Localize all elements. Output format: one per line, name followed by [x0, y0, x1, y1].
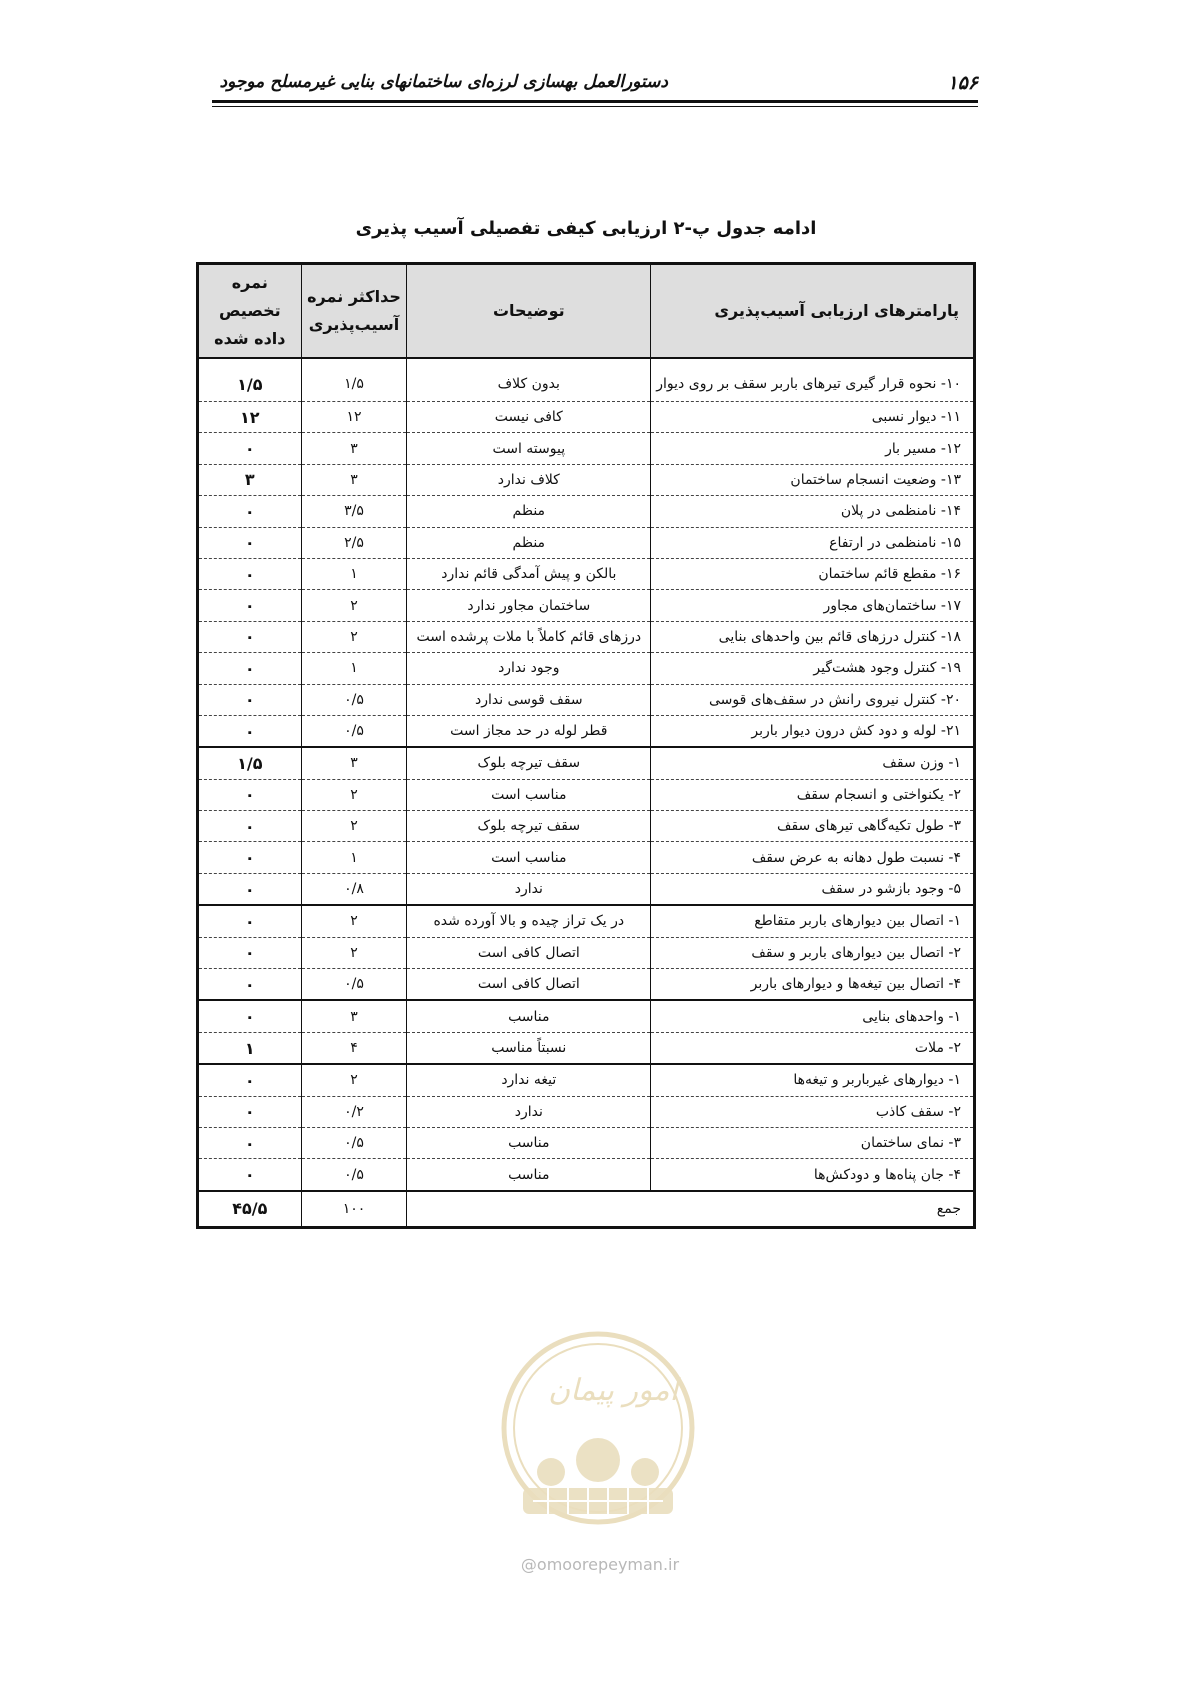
table-row	[198, 1000, 975, 1032]
assigned-score-cell: ۰	[198, 1159, 302, 1191]
header-max-line2: آسیب‌پذیری	[308, 315, 400, 334]
watermark-url: @omoorepeyman.ir	[520, 1555, 680, 1574]
description-cell: منظم	[407, 496, 651, 527]
table-row	[198, 1096, 975, 1127]
table-row	[198, 527, 975, 558]
param-cell: ۱۱- دیوار نسبی	[651, 402, 975, 433]
description-cell: اتصال کافی است	[407, 937, 651, 968]
param-cell: ۱- دیوارهای غیرباربر و تیغه‌ها	[651, 1064, 975, 1096]
param-cell: ۴- نسبت طول دهانه به عرض سقف	[651, 842, 975, 873]
description-cell: اتصال کافی است	[407, 969, 651, 1001]
total-row	[198, 1191, 975, 1228]
assigned-score-cell: ۱۲	[198, 402, 302, 433]
header-score-line1: نمره	[231, 273, 268, 292]
param-cell: ۲- سقف کاذب	[651, 1096, 975, 1127]
assigned-score-cell: ۰	[198, 433, 302, 464]
assigned-score-cell: ۱	[198, 1032, 302, 1064]
table-row	[198, 464, 975, 495]
max-score-cell: ۳	[301, 747, 407, 779]
param-cell: ۲- ملات	[651, 1032, 975, 1064]
assigned-score-cell: ۰	[198, 1096, 302, 1127]
max-score-cell: ۳	[301, 464, 407, 495]
assigned-score-cell: ۰	[198, 590, 302, 621]
param-cell: ۲۱- لوله و دود کش درون دیوار باربر	[651, 715, 975, 747]
param-cell: ۳- طول تکیه‌گاهی تیرهای سقف	[651, 811, 975, 842]
description-cell: مناسب	[407, 1000, 651, 1032]
description-cell: ندارد	[407, 1096, 651, 1127]
description-cell: سقف قوسی ندارد	[407, 684, 651, 715]
header-score-line2: تخصیص	[218, 301, 281, 320]
assigned-score-cell: ۰	[198, 905, 302, 937]
description-cell: مناسب	[407, 1127, 651, 1158]
assigned-score-cell: ۰	[198, 873, 302, 905]
param-cell: ۱- اتصال بین دیوارهای باربر متقاطع	[651, 905, 975, 937]
max-score-cell: ۰/۵	[301, 684, 407, 715]
assigned-score-cell: ۰	[198, 715, 302, 747]
table-row	[198, 433, 975, 464]
param-cell: ۱۶- مقطع قائم ساختمان	[651, 558, 975, 589]
description-cell: سقف تیرچه بلوک	[407, 811, 651, 842]
assigned-score-cell: ۰	[198, 558, 302, 589]
param-cell: ۱۴- نامنظمی در پلان	[651, 496, 975, 527]
table-row	[198, 402, 975, 433]
max-score-cell: ۲/۵	[301, 527, 407, 558]
max-score-cell: ۲	[301, 937, 407, 968]
max-score-cell: ۳	[301, 1000, 407, 1032]
watermark-logo-text: امور پیمان	[548, 1373, 678, 1408]
param-cell: ۱- وزن سقف	[651, 747, 975, 779]
max-score-cell: ۴	[301, 1032, 407, 1064]
assigned-score-cell: ۰	[198, 527, 302, 558]
param-cell: ۱۹- کنترل وجود هشت‌گیر	[651, 653, 975, 684]
description-cell: درزهای قائم کاملاً با ملات پرشده است	[407, 621, 651, 652]
table-row	[198, 1032, 975, 1064]
table-row	[198, 779, 975, 810]
assigned-score-cell: ۱/۵	[198, 358, 302, 402]
header-score-line3: داده شده	[214, 329, 286, 348]
param-cell: ۱۳- وضعیت انسجام ساختمان	[651, 464, 975, 495]
max-score-cell: ۲	[301, 905, 407, 937]
max-score-cell: ۲	[301, 590, 407, 621]
assigned-score-cell: ۰	[198, 779, 302, 810]
assigned-score-cell: ۰	[198, 1127, 302, 1158]
table-row	[198, 842, 975, 873]
table-row	[198, 969, 975, 1001]
table-row	[198, 590, 975, 621]
param-cell: ۲- اتصال بین دیوارهای باربر و سقف	[651, 937, 975, 968]
param-cell: ۵- وجود بازشو در سقف	[651, 873, 975, 905]
description-cell: کلاف ندارد	[407, 464, 651, 495]
max-score-cell: ۰/۵	[301, 1127, 407, 1158]
table-row	[198, 1127, 975, 1158]
table-row	[198, 873, 975, 905]
total-score: ۴۵/۵	[198, 1191, 302, 1228]
table-row	[198, 1159, 975, 1191]
table-row	[198, 684, 975, 715]
max-score-cell: ۰/۸	[301, 873, 407, 905]
table-row	[198, 358, 975, 402]
description-cell: نسبتاً مناسب	[407, 1032, 651, 1064]
assigned-score-cell: ۰	[198, 621, 302, 652]
description-cell: قطر لوله در حد مجاز است	[407, 715, 651, 747]
header-max-line1: حداکثر نمره	[307, 287, 401, 306]
max-score-cell: ۱	[301, 842, 407, 873]
param-cell: ۴- جان پناه‌ها و دودکش‌ها	[651, 1159, 975, 1191]
param-cell: ۳- نمای ساختمان	[651, 1127, 975, 1158]
param-cell: ۲- یکنواختی و انسجام سقف	[651, 779, 975, 810]
assigned-score-cell: ۱/۵	[198, 747, 302, 779]
total-max: ۱۰۰	[301, 1191, 407, 1228]
description-cell: مناسب	[407, 1159, 651, 1191]
description-cell: مناسب است	[407, 842, 651, 873]
table-row	[198, 937, 975, 968]
description-cell: کافی نیست	[407, 402, 651, 433]
max-score-cell: ۲	[301, 779, 407, 810]
table-header-row	[198, 264, 975, 359]
max-score-cell: ۱/۵	[301, 358, 407, 402]
description-cell: در یک تراز چیده و بالا آورده شده	[407, 905, 651, 937]
header-rule-thick	[212, 100, 978, 103]
vulnerability-table	[196, 262, 976, 1229]
assigned-score-cell: ۰	[198, 1064, 302, 1096]
param-cell: ۱۸- کنترل درزهای قائم بین واحدهای بنایی	[651, 621, 975, 652]
table-row	[198, 905, 975, 937]
assigned-score-cell: ۳	[198, 464, 302, 495]
param-cell: ۱- واحدهای بنایی	[651, 1000, 975, 1032]
table-row	[198, 811, 975, 842]
max-score-cell: ۳	[301, 433, 407, 464]
assigned-score-cell: ۰	[198, 684, 302, 715]
assigned-score-cell: ۰	[198, 496, 302, 527]
page-number: ۱۵۶	[947, 72, 978, 94]
param-cell: ۱۷- ساختمان‌های مجاور	[651, 590, 975, 621]
max-score-cell: ۱	[301, 653, 407, 684]
table-row	[198, 653, 975, 684]
description-cell: منظم	[407, 527, 651, 558]
max-score-cell: ۱	[301, 558, 407, 589]
max-score-cell: ۰/۵	[301, 715, 407, 747]
param-cell: ۴- اتصال بین تیغه‌ها و دیوارهای باربر	[651, 969, 975, 1001]
description-cell: سقف تیرچه بلوک	[407, 747, 651, 779]
max-score-cell: ۲	[301, 1064, 407, 1096]
max-score-cell: ۳/۵	[301, 496, 407, 527]
description-cell: ندارد	[407, 873, 651, 905]
max-score-cell: ۱۲	[301, 402, 407, 433]
page-header	[212, 72, 978, 108]
max-score-cell: ۲	[301, 621, 407, 652]
header-max	[301, 264, 407, 359]
table-row	[198, 1064, 975, 1096]
table-row	[198, 558, 975, 589]
header-param: پارامترهای ارزیابی آسیب‌پذیری	[651, 264, 975, 359]
param-cell: ۱۵- نامنظمی در ارتفاع	[651, 527, 975, 558]
description-cell: وجود ندارد	[407, 653, 651, 684]
description-cell: ساختمان مجاور ندارد	[407, 590, 651, 621]
header-score	[198, 264, 302, 359]
table-row	[198, 496, 975, 527]
param-cell: ۱۰- نحوه قرار گیری تیرهای باربر سقف بر روی دیوار	[651, 358, 975, 402]
description-cell: بالکن و پیش آمدگی قائم ندارد	[407, 558, 651, 589]
description-cell: پیوسته است	[407, 433, 651, 464]
max-score-cell: ۲	[301, 811, 407, 842]
table-caption: ادامه جدول پ-۲ ارزیابی کیفی تفصیلی آسیب پذیری	[355, 218, 817, 239]
table-row	[198, 621, 975, 652]
assigned-score-cell: ۰	[198, 811, 302, 842]
max-score-cell: ۰/۵	[301, 1159, 407, 1191]
description-cell: مناسب است	[407, 779, 651, 810]
assigned-score-cell: ۰	[198, 653, 302, 684]
assigned-score-cell: ۰	[198, 969, 302, 1001]
max-score-cell: ۰/۵	[301, 969, 407, 1001]
description-cell: بدون کلاف	[407, 358, 651, 402]
assigned-score-cell: ۰	[198, 842, 302, 873]
assigned-score-cell: ۰	[198, 937, 302, 968]
header-rule-thin	[212, 106, 978, 107]
header-desc: توضیحات	[407, 264, 651, 359]
param-cell: ۲۰- کنترل نیروی رانش در سقف‌های قوسی	[651, 684, 975, 715]
table-row	[198, 747, 975, 779]
description-cell: تیغه ندارد	[407, 1064, 651, 1096]
total-label: جمع	[407, 1191, 975, 1228]
param-cell: ۱۲- مسیر بار	[651, 433, 975, 464]
max-score-cell: ۰/۲	[301, 1096, 407, 1127]
running-title: دستورالعمل بهسازی لرزه‌ای ساختمانهای بنایی غیرمسلح موجود	[219, 72, 668, 92]
assigned-score-cell: ۰	[198, 1000, 302, 1032]
watermark-logo	[493, 1310, 703, 1550]
table-row	[198, 715, 975, 747]
